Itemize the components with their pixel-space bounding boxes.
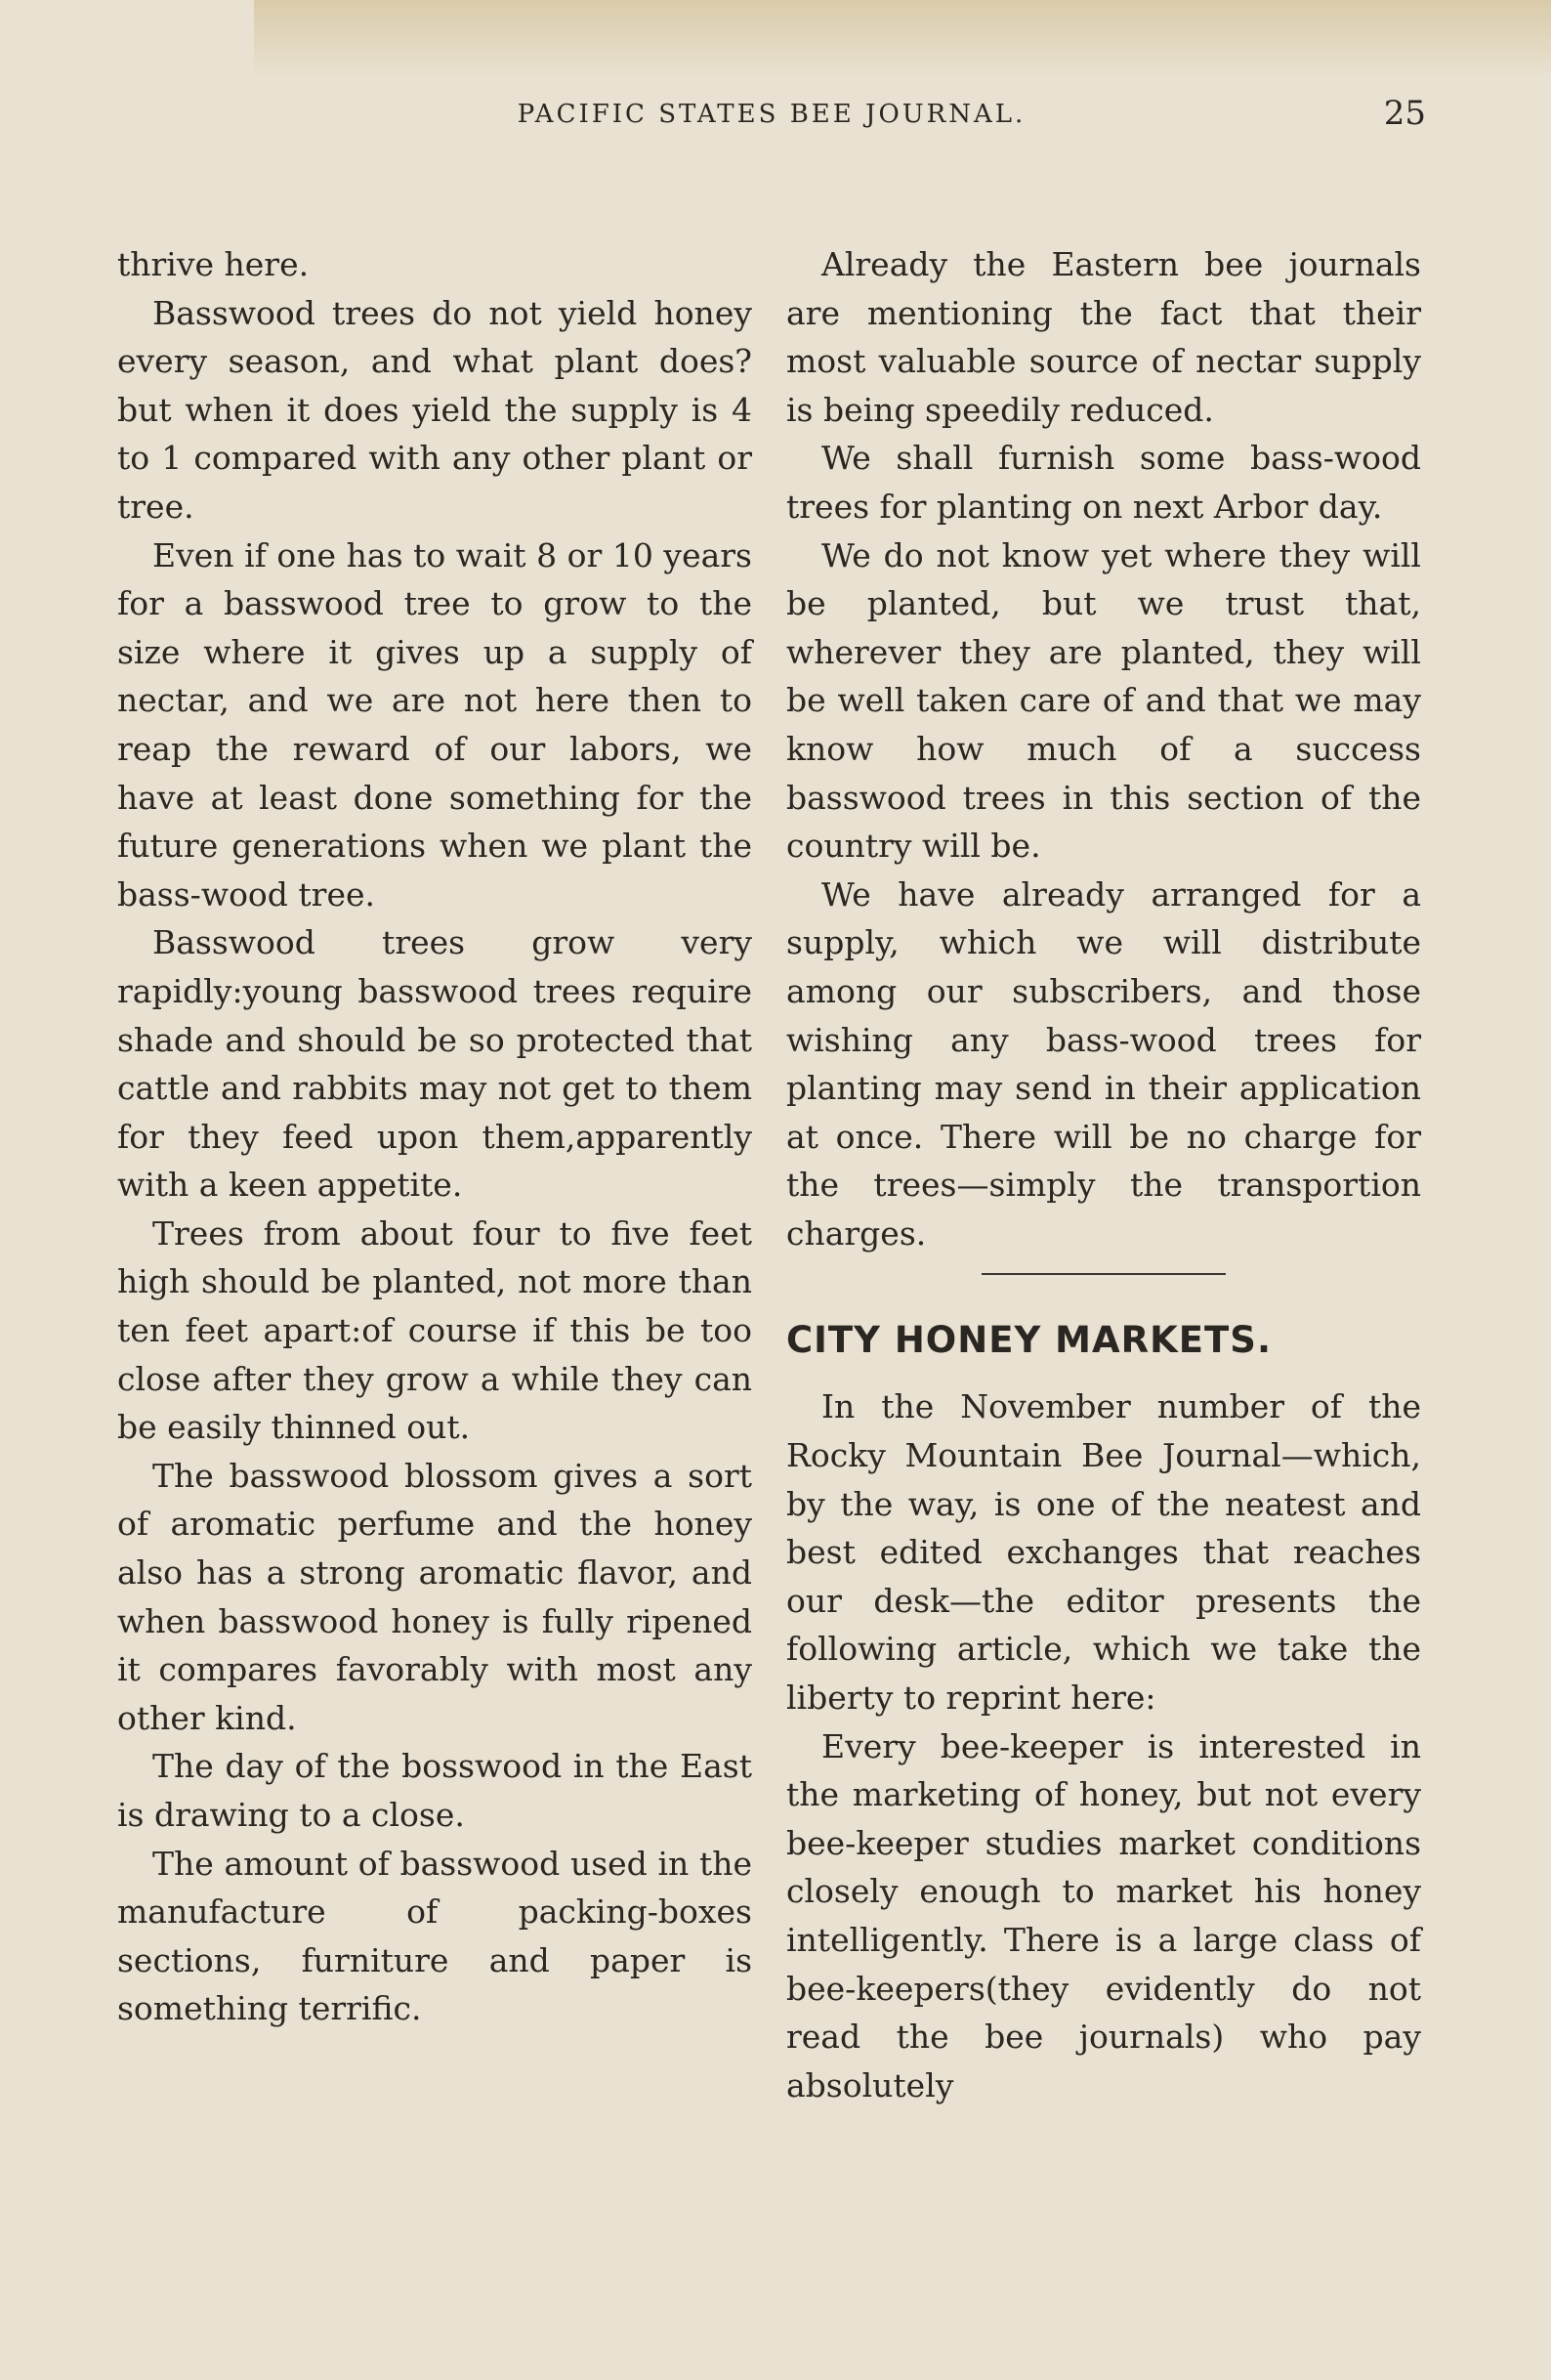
running-head: PACIFIC STATES BEE JOURNAL. <box>517 100 1027 129</box>
paragraph: We have already arranged for a supply, which we will distribute among our subscribers, and those wishing any bass-wood trees for planting may send in their application at once. There will be no charge for the trees—simply the transportion charges. <box>786 874 1421 1253</box>
paragraph: The day of the bosswood in the East is drawing to a close. <box>117 1747 752 1834</box>
paragraph: Already the Eastern bee journals are mentioning the fact that their most valuable source of nectar supply is being speedily reduced. <box>786 245 1421 429</box>
paragraph: Basswood trees do not yield honey every season, and what plant does? but when it does yield the supply is 4 to 1 compared with any other plant or tree. <box>117 293 752 526</box>
page-number: 25 <box>1383 94 1426 133</box>
paragraph: In the November number of the Rocky Mountain Bee Journal—which, by the way, is one of the neatest and best edited exchanges that reaches our desk—the editor presents the following article, which we take the liberty to reprint here: <box>786 1387 1421 1718</box>
page-header <box>117 94 1426 143</box>
paragraph: We shall furnish some bass-wood trees for planting on next Arbor day. <box>786 439 1421 526</box>
paragraph: thrive here. <box>117 245 310 283</box>
section-heading: CITY HONEY MARKETS. <box>786 1319 1273 1362</box>
section-divider <box>982 1273 1226 1275</box>
paragraph: The basswood blossom gives a sort of aromatic perfume and the honey also has a strong aromatic flavor, and when basswood honey is fully ripened it compares favorably with most any other kind. <box>117 1456 752 1737</box>
right-column <box>786 240 1421 2109</box>
paragraph: The amount of basswood used in the manufacture of packing-boxes sections, furniture and paper is something terrific. <box>117 1844 752 2028</box>
paragraph: Trees from about four to five feet high should be planted, not more than ten feet apart:of course if this be too close after they grow a while they can be easily thinned out. <box>117 1213 752 1447</box>
paper-stain <box>254 0 1551 78</box>
left-column <box>117 240 752 2033</box>
paragraph: Basswood trees grow very rapidly:young basswood trees require shade and should be so protected that cattle and rabbits may not get to them for they feed upon them,apparently with a keen appetite. <box>117 923 752 1205</box>
paragraph: Even if one has to wait 8 or 10 years for a basswood tree to grow to the size where it gives up a supply of nectar, and we are not here then to reap the reward of our labors, we have at least done something for the future generations when we plant the bass-wood tree. <box>117 535 752 914</box>
paragraph: We do not know yet where they will be planted, but we trust that, wherever they are planted, they will be well taken care of and that we may know how much of a success basswood trees in this section of the country will be. <box>786 535 1421 866</box>
paragraph: Every bee-keeper is interested in the marketing of honey, but not every bee-keeper studies market conditions closely enough to market his honey intelligently. There is a large class of bee-keepers(they evidently do not read the bee journals) who pay absolutely <box>786 1726 1421 2104</box>
